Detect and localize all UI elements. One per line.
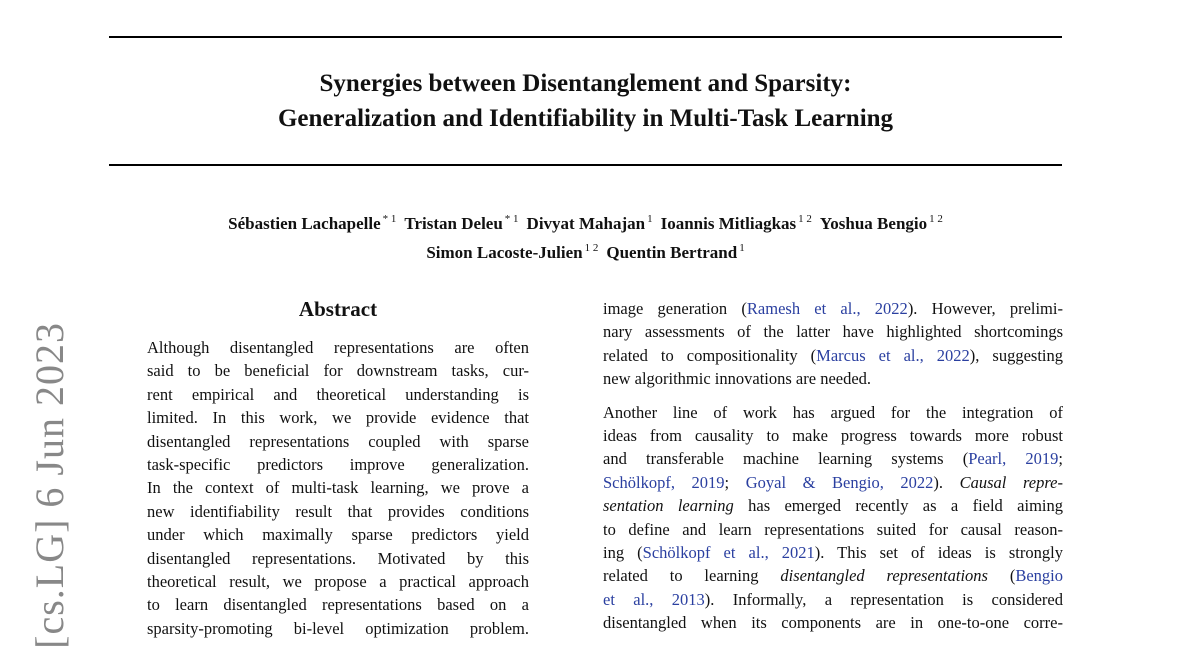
paragraph-line <box>603 447 1063 470</box>
paragraph-line <box>603 320 1063 343</box>
abstract-column <box>147 295 529 640</box>
paragraph-line <box>603 424 1063 447</box>
text-span: new algorithmic innovations are needed. <box>603 369 872 389</box>
abstract-line: In the context of multi-task learning, we prove a <box>147 478 529 498</box>
text-span: image generation ( <box>603 299 747 318</box>
paragraph-line <box>603 471 1063 494</box>
author-affiliation: 1 2 <box>798 213 812 225</box>
citation-link[interactable]: Pearl, 2019 <box>968 449 1059 469</box>
citation-link[interactable]: Goyal & Bengio, 2022 <box>745 472 934 492</box>
paragraph-line <box>603 518 1063 541</box>
paragraph-line <box>603 541 1063 564</box>
text-span: ideas from causality to make progress towards more robust <box>603 426 1063 446</box>
author-affiliation: 1 2 <box>929 213 943 225</box>
text-span: disentangled representations <box>780 566 988 586</box>
author-name: Ioannis Mitliagkas $^{1 2}$ <box>660 213 812 233</box>
text-span: sentation learning <box>603 496 734 516</box>
abstract-line: disentangled representations coupled with sparse <box>147 431 529 451</box>
citation-link[interactable]: Schölkopf, 2019 <box>603 472 725 492</box>
text-span: to define and learn representations suited for causal reason- <box>603 519 1063 539</box>
abstract-line: theoretical result, we propose a practical approach <box>147 572 529 592</box>
abstract-body <box>147 336 529 640</box>
text-span: ; <box>1058 449 1064 469</box>
text-span: has emerged recently as a field aiming <box>733 496 1063 516</box>
abstract-line: sparsity-promoting bi-level optimization problem. <box>147 618 529 638</box>
abstract-line: said to be beneficial for downstream tasks, cur- <box>147 361 529 381</box>
author-affiliation: 1 2 <box>584 242 599 254</box>
paper-title <box>109 66 1062 136</box>
paragraph-line <box>603 494 1063 517</box>
introduction-column <box>603 297 1063 635</box>
abstract-line: new identifiability result that provides conditions <box>147 501 529 521</box>
text-span: ). This set of ideas is strongly <box>814 543 1063 563</box>
text-span: ; <box>724 472 746 492</box>
citation-link[interactable]: Marcus et al., 2022 <box>816 345 970 365</box>
paragraph-line <box>603 344 1063 367</box>
citation-link[interactable]: Bengio <box>1015 566 1064 586</box>
abstract-line: task-specific predictors improve generalization. <box>147 455 529 475</box>
author-affiliation: 1 <box>739 242 745 254</box>
text-span: related to compositionality ( <box>603 345 817 365</box>
author-affiliation: 1 <box>647 213 653 225</box>
text-span: and transferable machine learning systems ( <box>603 449 969 469</box>
text-span: disentangled when its components are in one-to-one corre- <box>603 613 1063 633</box>
paragraph-line <box>603 297 1063 320</box>
citation-link[interactable]: et al., 2013 <box>603 589 705 609</box>
text-span: Another line of work has argued for the integration of <box>603 402 1063 422</box>
arxiv-side-identifier: [cs.LG] 6 Jun 2023 <box>27 322 72 649</box>
paragraph-line <box>603 401 1063 424</box>
abstract-line: rent empirical and theoretical understanding is <box>147 384 529 404</box>
abstract-line: disentangled representations. Motivated by this <box>147 548 529 568</box>
author-list <box>109 207 1062 265</box>
paragraph-line <box>603 367 1063 390</box>
text-span: ). However, prelimi- <box>907 299 1063 318</box>
citation-link[interactable]: Ramesh et al., 2022 <box>746 299 908 318</box>
intro-paragraph-2 <box>603 401 1063 635</box>
author-name: Tristan Deleu $^{* 1}$ <box>404 213 519 233</box>
paragraph-line <box>603 588 1063 611</box>
abstract-line: Although disentangled representations are often <box>147 338 529 357</box>
author-name: Simon Lacoste-Julien $^{1 2}$ <box>426 242 599 262</box>
text-span: ). Informally, a representation is considered <box>704 589 1063 609</box>
author-affiliation: * 1 <box>504 213 519 225</box>
text-span: ), suggesting <box>969 345 1063 365</box>
abstract-heading: Abstract <box>298 297 378 321</box>
abstract-line: under which maximally sparse predictors yield <box>147 525 529 545</box>
bottom-rule <box>109 164 1062 166</box>
abstract-line: to learn disentangled representations based on a <box>147 595 529 615</box>
paragraph-line <box>603 564 1063 587</box>
title-line-1: Synergies between Disentanglement and Sparsity: <box>319 70 852 97</box>
text-span: related to learning <box>603 566 781 586</box>
author-name: Sébastien Lachapelle $^{* 1}$ <box>228 213 397 233</box>
top-rule <box>109 36 1062 38</box>
title-line-2: Generalization and Identifiability in Multi-Task Learning <box>277 105 894 132</box>
author-name: Divyat Mahajan $^1$ <box>526 213 653 233</box>
citation-link[interactable]: Schölkopf et al., 2021 <box>642 543 815 563</box>
author-line-2 <box>109 236 1062 265</box>
text-span: Causal repre- <box>959 472 1063 492</box>
abstract-line: limited. In this work, we provide evidence that <box>147 408 529 428</box>
paragraph-line <box>603 611 1063 634</box>
author-name: Yoshua Bengio $^{1 2}$ <box>819 213 943 233</box>
text-span: ). <box>933 472 960 492</box>
intro-paragraph-1 <box>603 297 1063 391</box>
author-line-1 <box>109 207 1062 236</box>
text-span: ing ( <box>603 543 643 563</box>
author-affiliation: * 1 <box>382 213 397 225</box>
author-name: Quentin Bertrand $^1$ <box>606 242 745 262</box>
text-span: nary assessments of the latter have highlighted shortcomings <box>603 322 1063 342</box>
text-span: ( <box>987 566 1016 586</box>
